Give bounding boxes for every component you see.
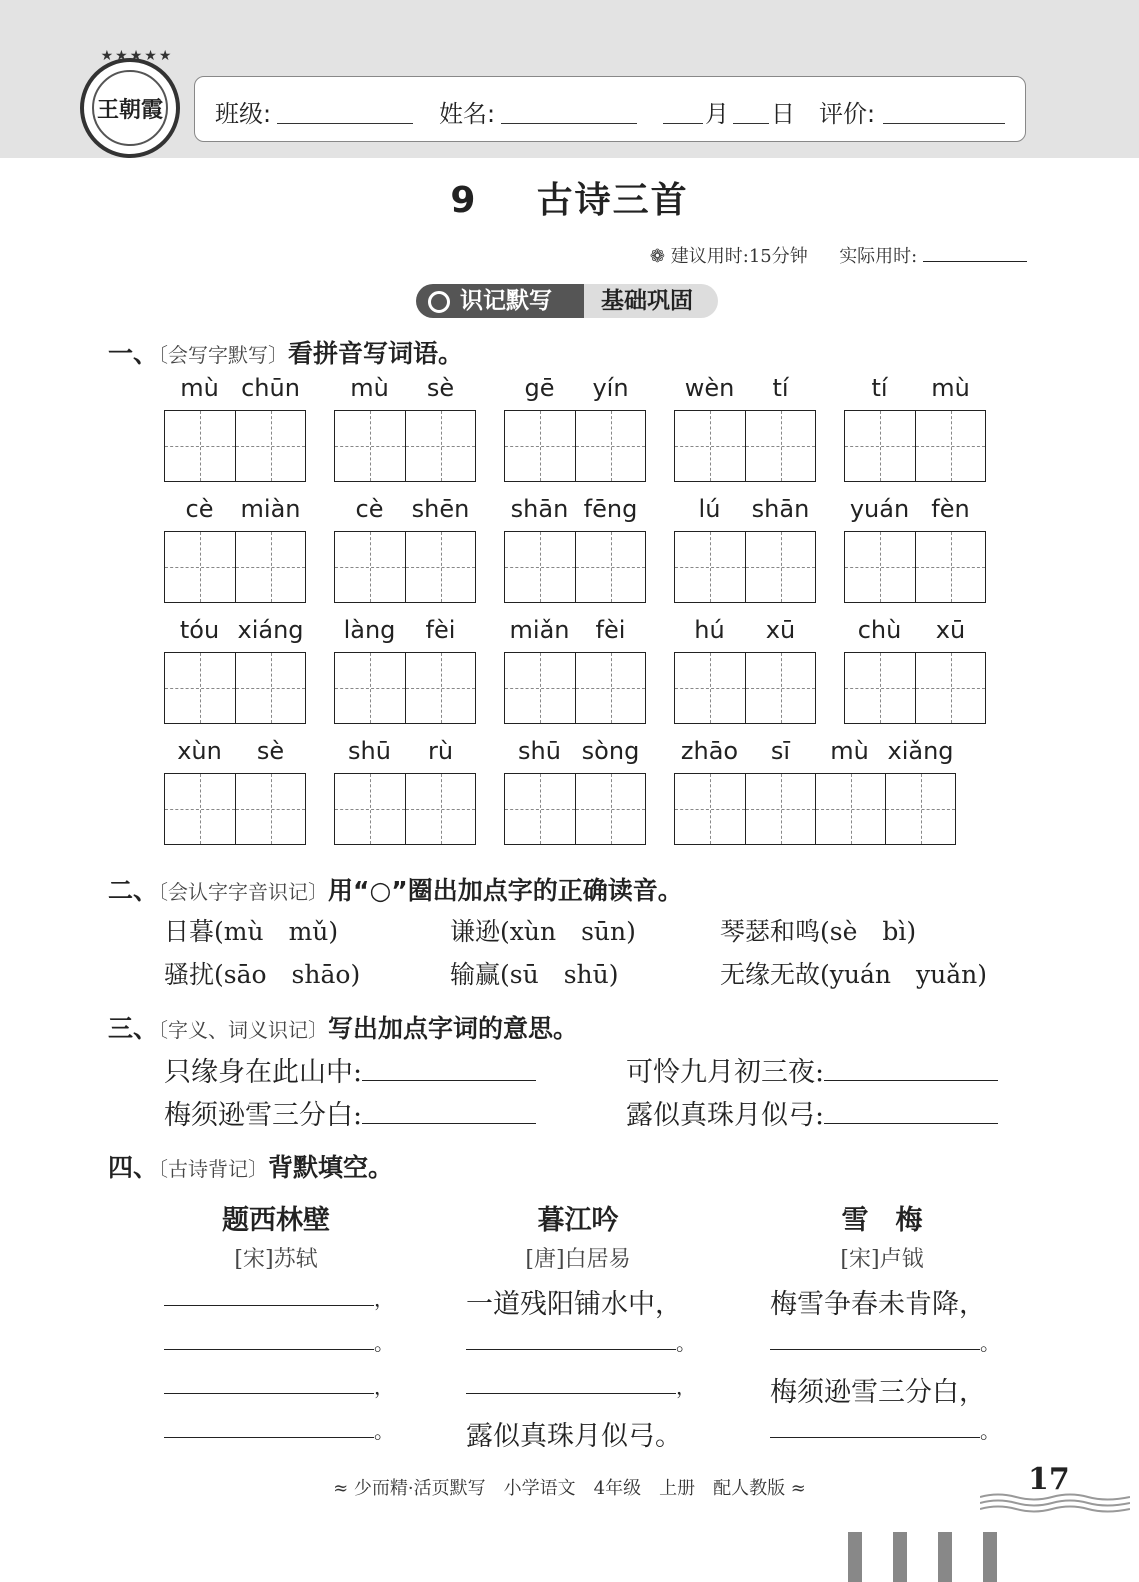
actual-time-field[interactable] [923,238,1027,262]
q3-answer-2[interactable] [824,1057,998,1081]
clock-icon: ❁ [649,246,666,267]
poem-line: ， [164,1282,404,1326]
grid-cell[interactable] [235,532,305,602]
grid-cell[interactable] [915,411,985,481]
grid-cell[interactable] [575,774,645,844]
poem-line: 。 [164,1326,404,1370]
q2-item-5: 输赢(sū shū) [450,960,619,989]
pinyin-label: cè miàn [185,495,301,523]
poem-line: ， [466,1370,706,1414]
q2-item-3: 琴瑟和鸣(sè bì) [720,917,917,946]
poem-author: [唐]白居易 [525,1247,631,1272]
poem-blank[interactable] [164,1282,374,1306]
poem-line: 。 [466,1326,706,1370]
edge-tab-4 [983,1532,997,1582]
grid-cell[interactable] [235,411,305,481]
poem-line: 梅雪争春未肯降， [770,1289,986,1320]
q3-heading: 三、〔字义、词义识记〕写出加点字词的意思。 [108,1014,579,1043]
brand-logo [80,48,180,158]
class-field[interactable] [277,123,413,124]
poem-line: 。 [770,1414,1010,1458]
pinyin-label: shū rù [348,737,454,765]
medal-icon [428,291,450,313]
grid-cell[interactable] [405,653,475,723]
writing-grid[interactable] [504,773,646,845]
grid-cell[interactable] [845,411,915,481]
poem-line: 。 [164,1414,404,1458]
pinyin-label: wèn tí [684,374,789,402]
pinyin-label: yuán fèn [849,495,970,523]
writing-grid[interactable] [334,773,476,845]
poem-title: 题西林壁 [222,1205,330,1236]
writing-grid[interactable] [504,410,646,482]
pinyin-label: lú shān [698,495,810,523]
pinyin-label: miǎn fèi [509,616,626,644]
edge-tab-1 [848,1532,862,1582]
eval-label: 评价: [819,100,876,128]
grid-cell[interactable] [165,653,235,723]
day-label: 日 [771,100,795,128]
name-field[interactable] [501,123,637,124]
writing-grid[interactable] [844,410,986,482]
grid-cell[interactable] [575,653,645,723]
q2-item-4: 骚扰(sāo shāo) [164,960,361,989]
pinyin-label: shū sòng [518,737,640,765]
q4-heading: 四、〔古诗背记〕背默填空。 [108,1153,394,1182]
grid-cell[interactable] [335,411,405,481]
pinyin-label: zhāo sī [680,737,791,765]
q2-item-2: 谦逊(xùn sūn) [450,917,636,946]
writing-grid[interactable] [674,531,816,603]
class-label: 班级: [215,100,272,128]
pinyin-label: mù xiǎng [830,737,954,765]
grid-cell[interactable] [405,532,475,602]
eval-field[interactable] [883,123,1005,124]
q2-item-1: 日暮(mù mǔ) [164,917,339,946]
grid-cell[interactable] [335,774,405,844]
writing-grid[interactable] [504,531,646,603]
pinyin-label: hú xū [694,616,796,644]
page-number: 17 [1028,1462,1070,1497]
writing-grid[interactable] [334,410,476,482]
pinyin-label: gē yín [524,374,629,402]
edge-tab-2 [893,1532,907,1582]
writing-grid[interactable] [164,531,306,603]
student-info-box [194,76,1026,142]
pinyin-label: shān fēng [510,495,638,523]
grid-cell[interactable] [915,532,985,602]
grid-cell[interactable] [845,532,915,602]
writing-grid[interactable] [674,773,956,845]
actual-time-label: 实际用时: [839,246,918,267]
grid-cell[interactable] [575,532,645,602]
grid-cell[interactable] [505,653,575,723]
grid-cell[interactable] [405,774,475,844]
q3-item-2: 可怜九月初三夜: [626,1050,998,1089]
poem-blank[interactable] [164,1414,374,1438]
grid-cell[interactable] [915,653,985,723]
grid-cell[interactable] [505,774,575,844]
logo-text: 王朝霞 [92,70,168,146]
month-field[interactable] [663,123,703,124]
lesson-title: 古诗三首 [536,180,689,221]
day-field[interactable] [733,123,769,124]
grid-cell[interactable] [165,774,235,844]
grid-cell[interactable] [745,774,815,844]
grid-cell[interactable] [335,532,405,602]
grid-cell[interactable] [165,532,235,602]
poem-blank[interactable] [466,1370,676,1394]
poem-author: [宋]卢钺 [840,1247,924,1272]
suggested-time: 建议用时:15分钟 [670,246,808,267]
poem-line: 露似真珠月似弓。 [466,1421,682,1452]
badge-dark-label: 识记默写 [416,284,584,318]
grid-cell[interactable] [745,532,815,602]
poem-line: 梅须逊雪三分白， [770,1377,986,1408]
pinyin-label: làng fèi [343,616,456,644]
poem-blank[interactable] [164,1326,374,1350]
grid-cell[interactable] [675,774,745,844]
q3-item-4: 露似真珠月似弓: [626,1093,998,1132]
grid-cell[interactable] [405,411,475,481]
logo-stars-icon: ★★★★★ [100,48,174,64]
edge-tab-3 [938,1532,952,1582]
pinyin-label: mù sè [350,374,455,402]
grid-cell[interactable] [675,411,745,481]
poem-author: [宋]苏轼 [234,1247,318,1272]
month-label: 月 [705,100,729,128]
grid-cell[interactable] [675,532,745,602]
q3-answer-4[interactable] [824,1100,998,1124]
poem-title: 雪 梅 [841,1205,923,1236]
badge-light-label: 基础巩固 [576,284,718,318]
writing-grid[interactable] [334,652,476,724]
pinyin-label: cè shēn [355,495,470,523]
grid-cell[interactable] [745,411,815,481]
pinyin-label: mù chūn [180,374,300,402]
pinyin-label: chù xū [857,616,966,644]
poem-blank[interactable] [466,1326,676,1350]
writing-grid[interactable] [164,410,306,482]
wave-decoration-icon [980,1492,1130,1514]
grid-cell[interactable] [235,774,305,844]
pinyin-label: xùn sè [177,737,285,765]
q3-answer-1[interactable] [362,1057,536,1081]
poem-blank[interactable] [770,1326,980,1350]
poem-title: 暮江吟 [537,1205,619,1236]
page-title [0,172,1139,223]
writing-grid[interactable] [844,531,986,603]
writing-grid[interactable] [164,773,306,845]
grid-cell[interactable] [505,411,575,481]
q3-item-1: 只缘身在此山中: [164,1050,536,1089]
poem-line: 一道残阳铺水中， [466,1289,682,1320]
grid-cell[interactable] [335,653,405,723]
writing-grid[interactable] [844,652,986,724]
writing-grid[interactable] [674,410,816,482]
grid-cell[interactable] [745,653,815,723]
q2-item-6: 无缘无故(yuán yuǎn) [720,960,987,989]
grid-cell[interactable] [235,653,305,723]
grid-cell[interactable] [675,653,745,723]
lesson-number: 9 [450,180,478,221]
poem-line: 。 [770,1326,1010,1370]
pinyin-label: tóu xiáng [179,616,304,644]
writing-grid[interactable] [164,652,306,724]
poem-blank[interactable] [770,1414,980,1438]
grid-cell[interactable] [165,411,235,481]
pinyin-label: tí mù [871,374,970,402]
footer-text: ≈ 少而精·活页默写 小学语文 4年级 上册 配人教版 ≈ [333,1478,806,1499]
grid-cell[interactable] [505,532,575,602]
name-label: 姓名: [439,100,496,128]
poem-blank[interactable] [164,1370,374,1394]
grid-cell[interactable] [575,411,645,481]
poem-line: ， [164,1370,404,1414]
q1-heading: 一、〔会写字默写〕看拼音写词语。 [108,339,464,368]
writing-grid[interactable] [674,652,816,724]
grid-cell[interactable] [845,653,915,723]
writing-grid[interactable] [334,531,476,603]
grid-cell[interactable] [885,774,955,844]
q3-answer-3[interactable] [362,1100,536,1124]
grid-cell[interactable] [815,774,885,844]
q3-item-3: 梅须逊雪三分白: [164,1093,536,1132]
time-row [650,238,1027,268]
q2-heading: 二、〔会认字字音识记〕用“○”圈出加点字的正确读音。 [108,876,683,905]
writing-grid[interactable] [504,652,646,724]
